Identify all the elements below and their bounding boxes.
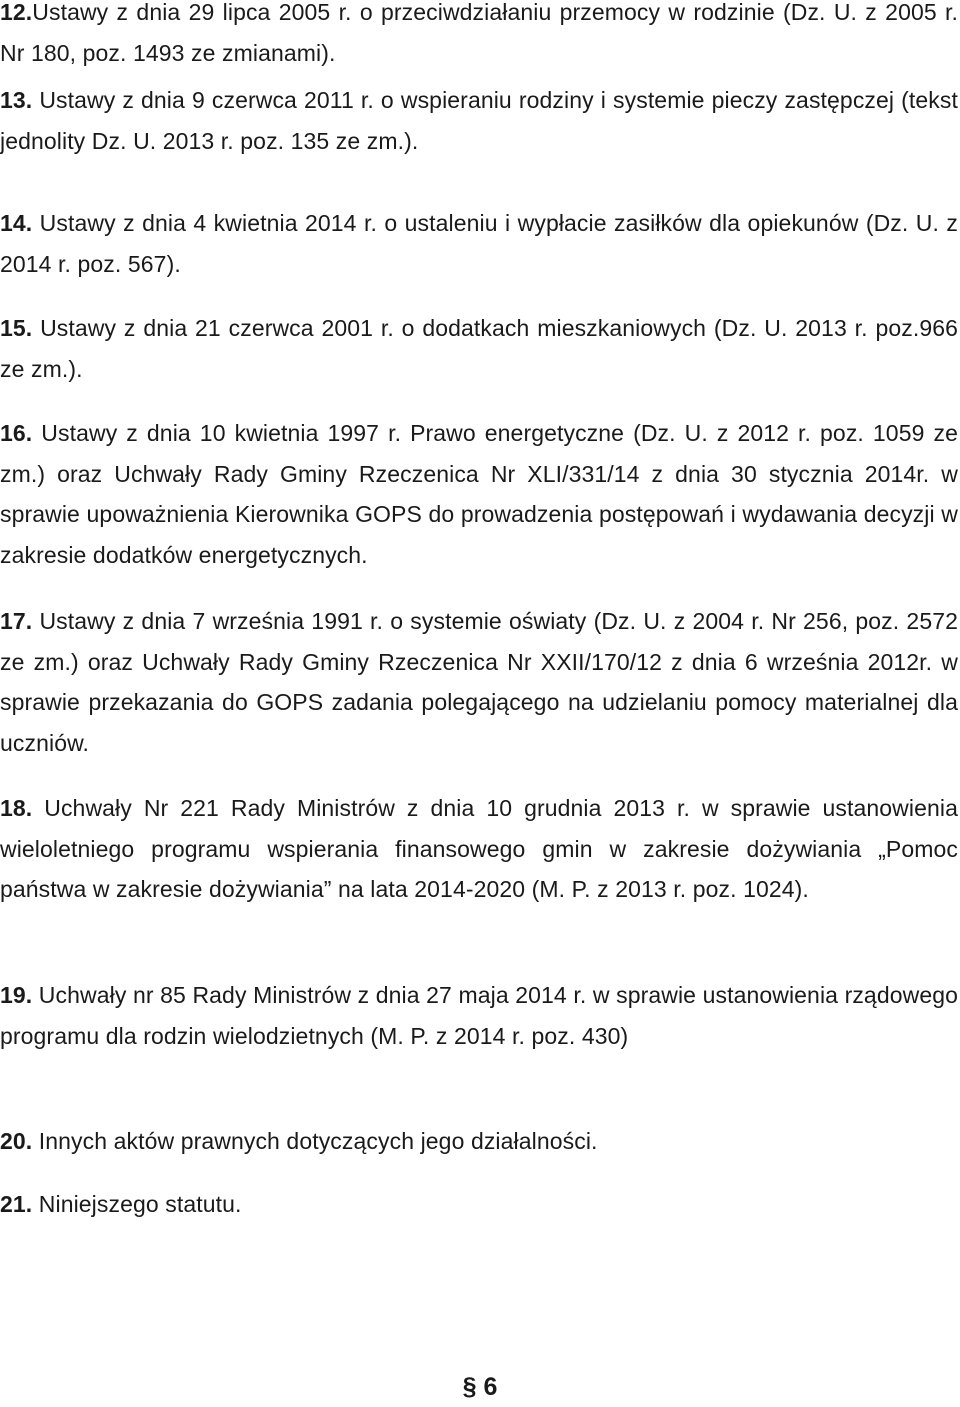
list-item-17 [0,601,958,763]
item-text: Ustawy z dnia 10 kwietnia 1997 r. Prawo energetyczne (Dz. U. z 2012 r. poz. 1059 ze zm.) oraz Uchwały Rady Gminy Rzeczenica Nr XLI/331/14 z dnia 30 stycznia 2014r. w sprawie upoważnienia Kierownika GOPS do prowadzenia postępowań i wydawania decyzji w zakresie dodatków energetycznych. [0,420,958,568]
item-number: 13. [0,87,33,113]
list-item-12 [0,0,958,73]
item-text: Ustawy z dnia 9 czerwca 2011 r. o wspieraniu rodziny i systemie pieczy zastępczej (tekst jednolity Dz. U. 2013 r. poz. 135 ze zm.). [0,87,958,154]
list-item-13 [0,80,958,161]
list-item-14 [0,203,958,284]
item-text: Niniejszego statutu. [32,1191,242,1217]
list-item-15 [0,308,958,389]
item-text: Ustawy z dnia 7 września 1991 r. o systemie oświaty (Dz. U. z 2004 r. Nr 256, poz. 2572 ze zm.) oraz Uchwały Rady Gminy Rzeczenica Nr XXII/170/12 z dnia 6 września 2012r. w sprawie przekazania do GOPS zadania polegającego na udzielaniu pomocy materialnej dla uczniów. [0,608,958,756]
item-number: 21. [0,1191,33,1217]
list-item-19 [0,975,958,1056]
item-number: 16. [0,420,33,446]
list-item-20 [0,1121,958,1162]
item-text: Innych aktów prawnych dotyczących jego działalności. [32,1128,598,1154]
item-text: Uchwały nr 85 Rady Ministrów z dnia 27 maja 2014 r. w sprawie ustanowienia rządowego programu dla rodzin wielodzietnych (M. P. z 2014 r. poz. 430) [0,982,958,1049]
section-number: § 6 [462,1373,498,1401]
item-text: Ustawy z dnia 4 kwietnia 2014 r. o ustaleniu i wypłacie zasiłków dla opiekunów (Dz. U. z 2014 r. poz. 567). [0,210,958,277]
item-number: 12. [0,0,33,25]
item-number: 17. [0,608,33,634]
list-item-21 [0,1184,958,1225]
item-number: 14. [0,210,33,236]
item-number: 19. [0,982,33,1008]
item-number: 18. [0,795,33,821]
item-text: Uchwały Nr 221 Rady Ministrów z dnia 10 grudnia 2013 r. w sprawie ustanowienia wieloletniego programu wspierania finansowego gmin w zakresie dożywiania „Pomoc państwa w zakresie dożywiania” na lata 2014-2020 (M. P. z 2013 r. poz. 1024). [0,795,958,902]
item-number: 15. [0,315,33,341]
list-item-16 [0,413,958,575]
item-text: Ustawy z dnia 29 lipca 2005 r. o przeciwdziałaniu przemocy w rodzinie (Dz. U. z 2005 r. Nr 180, poz. 1493 ze zmianami). [0,0,958,66]
item-text: Ustawy z dnia 21 czerwca 2001 r. o dodatkach mieszkaniowych (Dz. U. 2013 r. poz.966 ze zm.). [0,315,958,382]
item-number: 20. [0,1128,33,1154]
list-item-18 [0,788,958,910]
